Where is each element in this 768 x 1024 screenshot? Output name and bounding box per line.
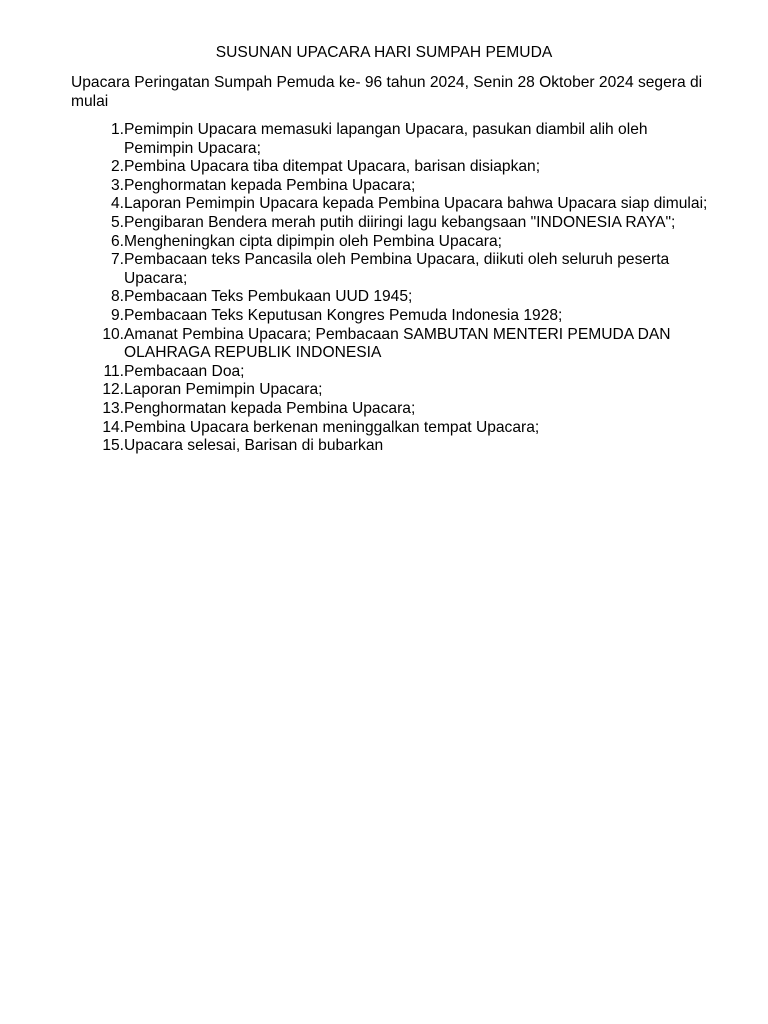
list-item-number-text: 7. <box>110 251 124 269</box>
list-item-number-text: 13. <box>102 399 124 417</box>
list-item-number <box>71 121 124 140</box>
list-item <box>71 251 721 288</box>
list-item <box>71 437 721 456</box>
list-item-number <box>71 363 124 382</box>
document-title: SUSUNAN UPACARA HARI SUMPAH PEMUDA <box>215 44 553 61</box>
list-item-number <box>71 158 124 177</box>
list-item-number <box>71 177 124 196</box>
list-item-number <box>71 288 124 307</box>
list-item-text: Laporan Pemimpin Upacara kepada Pembina Upacara bahwa Upacara siap dimulai; <box>124 195 708 213</box>
list-item <box>71 233 721 252</box>
list-item-text: Penghormatan kepada Pembina Upacara; <box>124 399 416 417</box>
list-item <box>71 400 721 419</box>
list-item-number <box>71 307 124 326</box>
intro-paragraph: Upacara Peringatan Sumpah Pemuda ke- 96 tahun 2024, Senin 28 Oktober 2024 segera di mulai <box>71 74 703 110</box>
list-item-text: Pembina Upacara berkenan meninggalkan tempat Upacara; <box>124 418 540 436</box>
list-item-text: Pembacaan Teks Pembukaan UUD 1945; <box>124 288 413 306</box>
list-item <box>71 363 721 382</box>
list-item <box>71 177 721 196</box>
list-item-number <box>71 437 124 456</box>
list-item-text: Mengheningkan cipta dipimpin oleh Pembina Upacara; <box>124 232 502 250</box>
list-item-number <box>71 381 124 400</box>
list-item-number <box>71 195 124 214</box>
list-item <box>71 158 721 177</box>
list-item <box>71 381 721 400</box>
list-item-number-text: 14. <box>102 418 124 436</box>
list-item-text: Pembacaan Doa; <box>124 362 245 380</box>
list-item-text: Penghormatan kepada Pembina Upacara; <box>124 176 416 194</box>
list-item-number-text: 1. <box>110 121 124 138</box>
list-item <box>71 419 721 438</box>
list-item-number-text: 8. <box>110 288 124 306</box>
list-item-text: Pemimpin Upacara memasuki lapangan Upacara, pasukan diambil alih oleh Pemimpin Upacara; <box>124 121 648 157</box>
list-item-text: Amanat Pembina Upacara; Pembacaan SAMBUTAN MENTERI PEMUDA DAN OLAHRAGA REPUBLIK INDONESIA <box>124 325 671 362</box>
list-item-number-text: 4. <box>110 195 124 213</box>
list-item-text: Pembacaan Teks Keputusan Kongres Pemuda Indonesia 1928; <box>124 306 563 324</box>
list-item <box>71 214 721 233</box>
list-item-number-text: 3. <box>110 176 124 194</box>
list-item-number <box>71 326 124 345</box>
list-item-text: Upacara selesai, Barisan di bubarkan <box>124 437 384 455</box>
list-item-text: Pembacaan teks Pancasila oleh Pembina Upacara, diikuti oleh seluruh peserta Upacara; <box>124 251 670 287</box>
list-item-number <box>71 419 124 438</box>
list-item-number <box>71 251 124 270</box>
list-item-text: Laporan Pemimpin Upacara; <box>124 381 323 399</box>
list-item-text: Pengibaran Bendera merah putih diiringi lagu kebangsaan "INDONESIA RAYA"; <box>124 213 676 231</box>
list-item-number <box>71 233 124 252</box>
ceremony-steps-list <box>71 121 721 456</box>
list-item <box>71 121 721 158</box>
list-item-text: Pembina Upacara tiba ditempat Upacara, barisan disiapkan; <box>124 158 541 176</box>
list-item <box>71 326 721 363</box>
list-item-number-text: 2. <box>110 158 124 176</box>
list-item-number-text: 12. <box>102 381 124 399</box>
list-item-number-text: 11. <box>103 362 124 380</box>
list-item-number-text: 6. <box>110 232 124 250</box>
list-item-number <box>71 400 124 419</box>
list-item <box>71 307 721 326</box>
list-item-number-text: 15. <box>102 437 124 455</box>
list-item <box>71 195 721 214</box>
list-item-number-text: 10. <box>102 325 124 343</box>
list-item <box>71 288 721 307</box>
list-item-number-text: 5. <box>110 213 124 231</box>
list-item-number <box>71 214 124 233</box>
list-item-number-text: 9. <box>110 306 124 324</box>
